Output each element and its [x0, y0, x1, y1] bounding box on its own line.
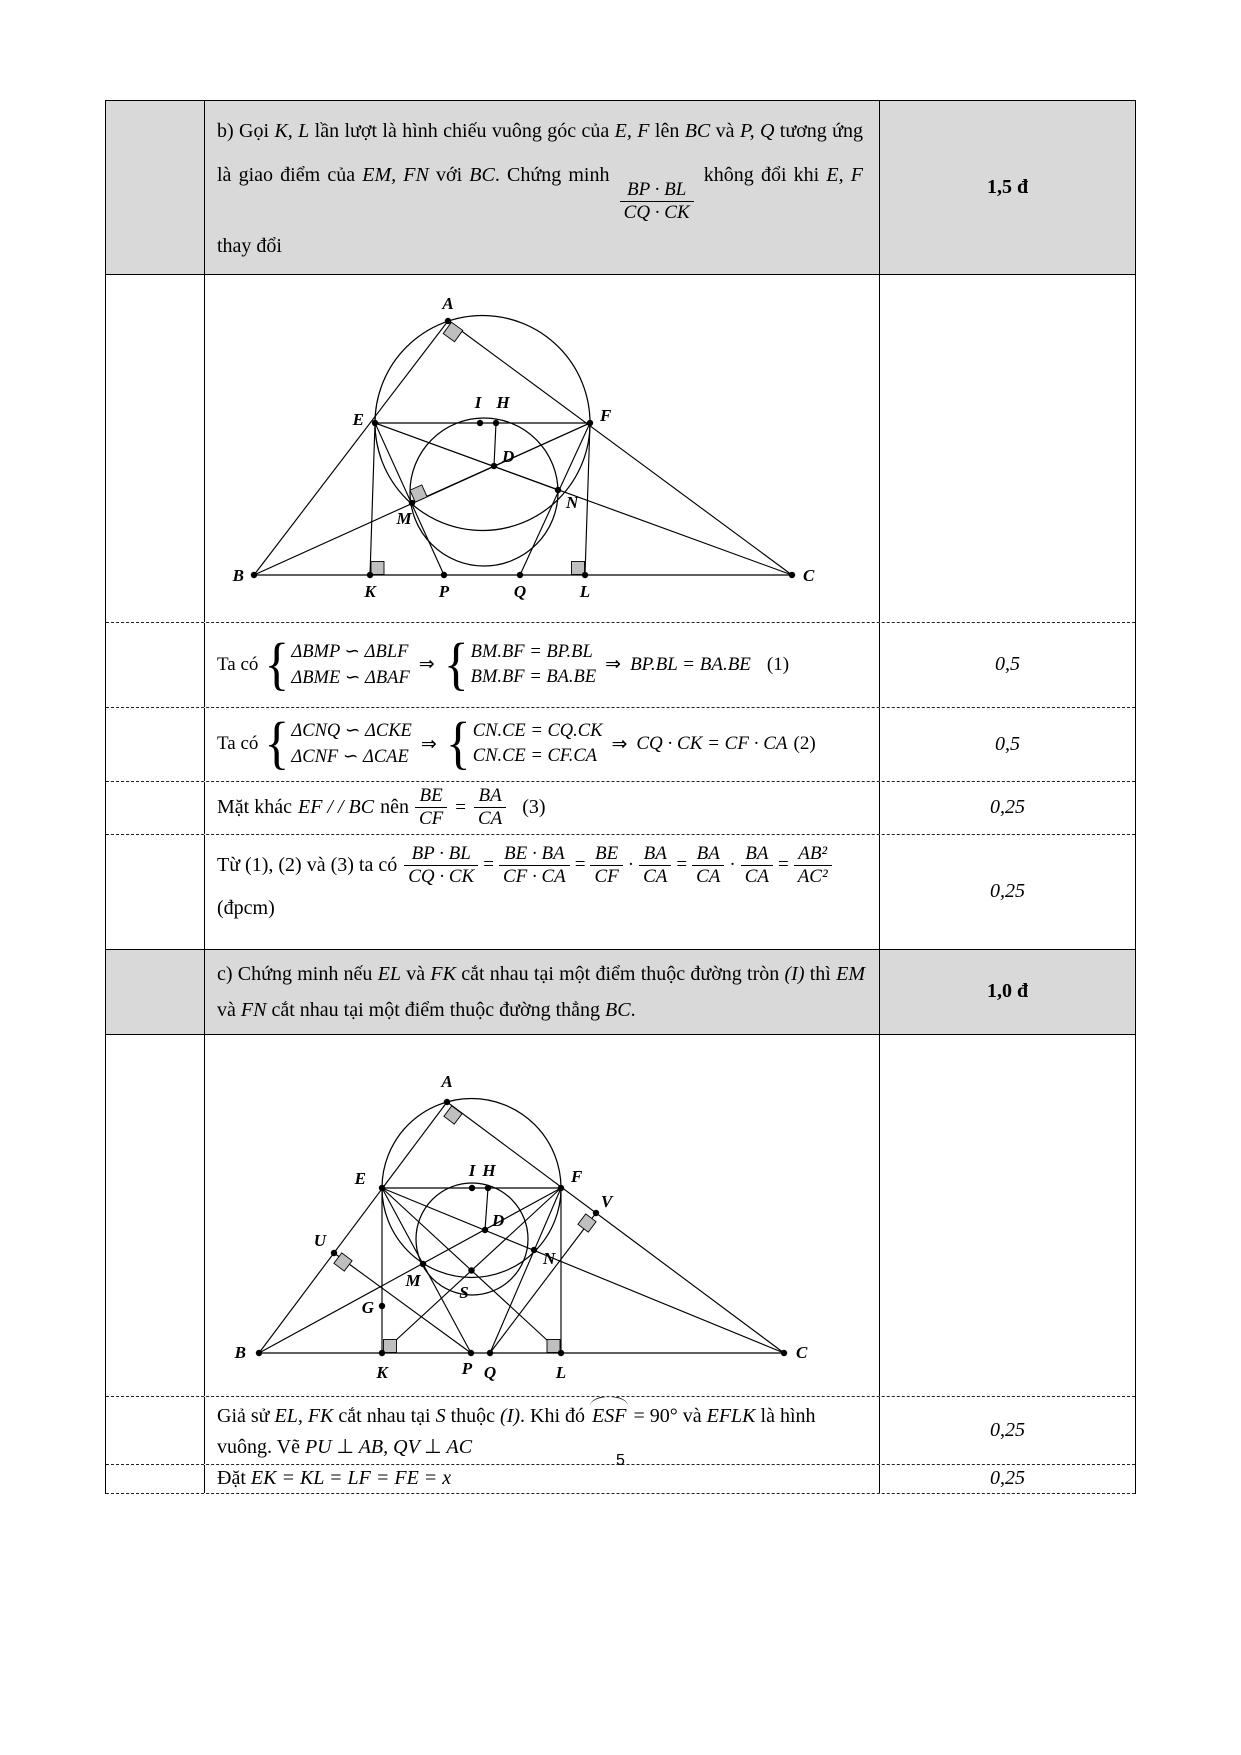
fraction-numerator: BP · BL — [626, 179, 687, 200]
math-run: EF / / BC — [297, 796, 375, 819]
row-solution-1 — [106, 622, 1135, 707]
fraction-numerator: BE — [595, 842, 619, 864]
text-run: = 90° — [628, 1404, 678, 1427]
fraction-denominator: CQ · CK — [620, 201, 694, 224]
figure2-labels — [233, 1072, 807, 1382]
criteria-b-text — [205, 101, 879, 274]
point-label-Q: Q — [483, 1362, 496, 1382]
point-label-Q: Q — [513, 581, 526, 601]
solution-1-cell — [205, 623, 880, 707]
point-label-E: E — [354, 1168, 366, 1188]
point-label-A: A — [441, 293, 454, 313]
point-label-N: N — [565, 492, 578, 512]
angle-hat: ESF — [590, 1401, 628, 1432]
point-label-K: K — [363, 581, 376, 601]
math-run: EFLK — [706, 1404, 756, 1427]
text-run: và — [217, 998, 241, 1021]
text-run: . — [630, 998, 636, 1021]
math-run: E, F — [614, 120, 650, 142]
fraction-denominator: CF — [590, 865, 622, 888]
math-run: FN — [240, 998, 267, 1021]
text-run: cắt nhau tại — [333, 1404, 436, 1427]
brace: { — [443, 632, 469, 697]
equation-system — [264, 632, 410, 697]
fraction-numerator: BA — [643, 842, 667, 864]
fraction-denominator: CQ · CK — [404, 865, 478, 888]
brace: { — [445, 711, 471, 776]
text-run: không đổi khi — [696, 164, 827, 186]
text-run: Từ (1), (2) và (3) ta có — [217, 853, 398, 876]
text-run: nên — [380, 796, 409, 819]
equation-system — [264, 711, 412, 776]
text-run: cắt nhau tại một điểm thuộc đường thẳng — [266, 998, 606, 1021]
point-label-E: E — [352, 409, 364, 429]
operator: = — [574, 854, 586, 876]
row-solution-3 — [106, 781, 1135, 834]
equation-tag: (1) — [766, 653, 790, 675]
fraction-denominator: AC² — [794, 865, 832, 888]
text-run: Mặt khác — [217, 796, 292, 819]
text-run: tương ứng là giao điểm của — [217, 120, 863, 186]
points-cell: 0,5 — [995, 732, 1020, 755]
left-col-cell — [106, 782, 205, 834]
math-run: FK — [430, 962, 456, 985]
text-run: . Chứng minh — [494, 164, 617, 186]
point-label-C: C — [795, 1342, 807, 1362]
point-label-L: L — [579, 581, 590, 601]
point-label-G: G — [361, 1297, 374, 1317]
row-figure-1 — [106, 274, 1135, 622]
points-cell — [880, 275, 1135, 622]
points-cell: 0,25 — [990, 880, 1025, 903]
math-run: (I) — [784, 962, 805, 985]
equation-system — [445, 711, 603, 776]
point-label-P: P — [461, 1358, 472, 1378]
point-label-F: F — [570, 1166, 582, 1186]
figure-1-cell — [205, 275, 880, 622]
math-run: CQ · CK = CF · CA — [636, 733, 788, 755]
fraction — [620, 179, 694, 224]
point-label-C: C — [802, 565, 814, 585]
solution-table — [105, 100, 1136, 1494]
brace: { — [264, 711, 290, 776]
system-line: BM.BF = BP.BL — [470, 641, 593, 662]
math-run: (I) — [500, 1404, 521, 1427]
math-run: EL, FK — [274, 1404, 334, 1427]
point-label-D: D — [501, 446, 514, 466]
math-run: BC — [469, 164, 495, 186]
left-col-cell — [106, 623, 205, 707]
point-label-L: L — [555, 1362, 566, 1382]
row-solution-4 — [106, 834, 1135, 949]
page-number: 5 — [616, 1452, 625, 1469]
math-run: EK = KL = LF = FE = x — [250, 1466, 452, 1489]
equation-tag: (3) — [522, 796, 546, 819]
brace: { — [264, 632, 290, 697]
equation-system — [443, 632, 597, 697]
text-run: Ta có — [217, 653, 259, 675]
operator: = — [676, 854, 688, 876]
point-label-K: K — [375, 1362, 388, 1382]
math-run: E, F — [826, 164, 863, 186]
point-label-M: M — [404, 1270, 421, 1290]
point-label-D: D — [491, 1210, 504, 1230]
math-run: EL — [377, 962, 402, 985]
text-run: thay đổi — [217, 234, 282, 257]
text-run: lần lượt là hình chiếu vuông góc của — [309, 120, 615, 142]
figure1-circles — [375, 315, 590, 566]
fraction — [474, 785, 506, 830]
left-col-cell — [106, 835, 205, 949]
text-run: với — [428, 164, 470, 186]
fraction-numerator: BE — [419, 785, 443, 807]
fraction-numerator: BA — [696, 842, 720, 864]
math-run: K, L — [274, 120, 310, 142]
fraction — [692, 843, 724, 888]
text-run: là hình vuông. Vẽ — [217, 1404, 816, 1458]
point-label-U: U — [313, 1230, 326, 1250]
left-col-cell — [106, 708, 205, 781]
points-cell: 0,25 — [990, 796, 1025, 819]
text-run: và — [401, 962, 431, 985]
fraction-denominator: CF — [415, 807, 447, 830]
operator: · — [729, 854, 736, 876]
criteria-c-cell — [205, 950, 880, 1034]
implies-symbol: ⇒ — [605, 654, 622, 676]
figure-1 — [206, 275, 879, 621]
text-run: cắt nhau tại một điểm thuộc đường tròn — [455, 962, 785, 985]
math-run: S — [435, 1404, 446, 1427]
system-line: ΔBMP ∽ ΔBLF — [291, 641, 409, 662]
points-cell: 1,5 đ — [880, 101, 1135, 274]
fraction-chain — [217, 843, 879, 888]
figure1-right-angle-markers — [371, 322, 585, 574]
text-run: và — [677, 1404, 707, 1427]
fraction-numerator: BA — [745, 842, 769, 864]
math-run: BC — [684, 120, 711, 142]
figure2-circles — [382, 1098, 561, 1295]
points-cell: 1,0 đ — [880, 950, 1135, 1034]
point-label-V: V — [600, 1191, 612, 1211]
math-run: PU ⊥ AB, QV ⊥ AC — [304, 1435, 473, 1458]
text-run: Đặt — [217, 1466, 251, 1489]
point-label-B: B — [232, 565, 244, 585]
text-run: . Khi đó — [520, 1404, 591, 1427]
math-run: EM, FN — [362, 164, 429, 186]
point-label-I: I — [474, 392, 481, 412]
point-label-I: I — [468, 1160, 475, 1180]
point-label-F: F — [599, 405, 611, 425]
implies-symbol: ⇒ — [611, 733, 628, 755]
system-line: ΔBME ∽ ΔBAF — [291, 667, 410, 688]
operator: · — [627, 854, 635, 876]
math-run: P, Q — [739, 120, 775, 142]
fraction-numerator: BA — [478, 785, 502, 807]
solution-2-cell — [205, 708, 880, 781]
text-run: thì — [804, 962, 837, 985]
text-run: Ta có — [217, 733, 259, 755]
math-run: BC — [605, 998, 631, 1021]
fraction — [404, 843, 478, 888]
fraction — [794, 843, 832, 888]
left-col-cell — [106, 1035, 205, 1396]
left-col-cell — [106, 950, 205, 1034]
criteria-b-cell — [205, 101, 880, 274]
operator: = — [777, 854, 789, 876]
math-run: EM — [836, 962, 865, 985]
points-cell: 0,25 — [990, 1418, 1025, 1441]
row-c-criteria — [106, 949, 1135, 1034]
text-run: và — [710, 120, 740, 142]
points-cell — [880, 1035, 1135, 1396]
implies-symbol: ⇒ — [420, 733, 437, 755]
text-run: thuộc — [445, 1404, 501, 1427]
figure1-lines — [254, 321, 792, 575]
point-label-B: B — [234, 1342, 246, 1362]
point-label-S: S — [458, 1282, 469, 1302]
system-line: BM.BF = BA.BE — [470, 666, 597, 687]
text-run: b) Gọi — [217, 120, 275, 142]
fraction-denominator: CF · CA — [499, 865, 570, 888]
row-solution-2 — [106, 707, 1135, 781]
system-line: CN.CE = CQ.CK — [472, 721, 603, 742]
solution-3-cell — [205, 782, 880, 834]
implies-symbol: ⇒ — [418, 654, 435, 676]
qed-text: (đpcm) — [217, 897, 275, 920]
figure-2 — [206, 1035, 879, 1395]
point-label-H: H — [481, 1160, 496, 1180]
criteria-c-text — [205, 950, 879, 1032]
fraction-numerator: BE · BA — [504, 842, 565, 864]
fraction-denominator: CA — [639, 865, 671, 888]
solution-4-cell — [205, 835, 880, 949]
left-col-cell — [106, 101, 205, 274]
fraction — [590, 843, 622, 888]
fraction — [639, 843, 671, 888]
operator: = — [483, 854, 494, 876]
row-figure-2 — [106, 1034, 1135, 1396]
figure-2-cell — [205, 1035, 880, 1396]
left-col-cell — [106, 275, 205, 622]
fraction — [741, 843, 773, 888]
fraction — [415, 785, 447, 830]
fraction-denominator: CA — [741, 865, 773, 888]
text-run: Giả sử — [217, 1404, 275, 1427]
points-cell: 0,25 — [990, 1467, 1025, 1490]
point-label-N: N — [542, 1248, 555, 1268]
points-cell: 0,5 — [995, 653, 1020, 676]
fraction-denominator: CA — [692, 865, 724, 888]
figure2-points — [255, 1098, 786, 1355]
equals-symbol: = — [455, 796, 466, 818]
fraction-numerator: AB² — [798, 842, 828, 864]
point-label-P: P — [438, 581, 449, 601]
fraction-denominator: CA — [474, 807, 506, 830]
point-label-M: M — [395, 508, 412, 528]
text-run: c) Chứng minh nếu — [217, 962, 378, 985]
point-label-A: A — [440, 1071, 453, 1091]
fraction-numerator: BP · BL — [411, 842, 471, 864]
point-label-H: H — [495, 392, 510, 412]
fraction — [499, 843, 570, 888]
system-line: CN.CE = CF.CA — [472, 746, 597, 767]
equation-tag: (2) — [793, 733, 816, 755]
figure2-lines — [259, 1102, 784, 1353]
system-line: ΔCNF ∽ ΔCAE — [291, 747, 409, 768]
math-run: BP.BL = BA.BE — [630, 653, 751, 675]
row-b-criteria — [106, 101, 1135, 274]
system-line: ΔCNQ ∽ ΔCKE — [291, 721, 412, 742]
text-run: lên — [649, 120, 685, 142]
